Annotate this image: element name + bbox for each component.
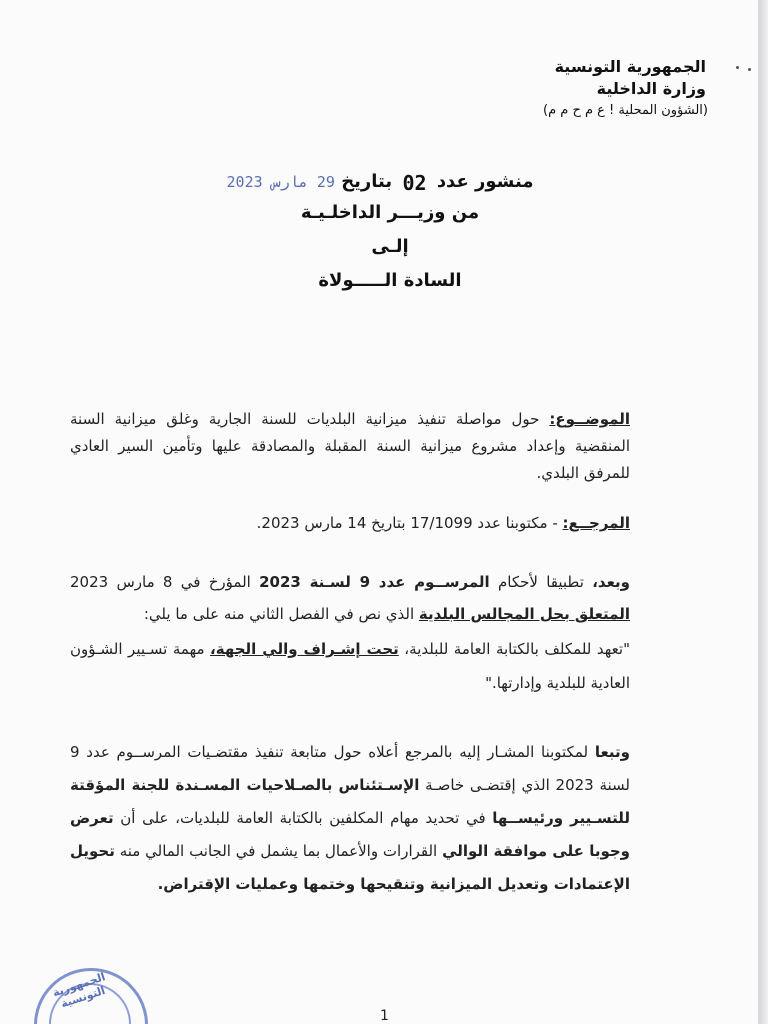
paragraph-text: تطبيقا لأحكام bbox=[489, 573, 593, 591]
reference-label: المرجــع: bbox=[562, 514, 630, 532]
paragraph-decree bbox=[70, 566, 630, 630]
circular-line bbox=[220, 168, 540, 195]
letterhead bbox=[428, 56, 708, 122]
paragraph-emphasis: الإسـتئناس بالصـلاحيات المسـندة للجنة المؤقتة للتسـيير ورئيســها bbox=[70, 776, 630, 827]
scan-speck bbox=[748, 68, 751, 71]
republic-title: الجمهورية التونسية bbox=[554, 57, 706, 76]
paragraph-text: لمكتوبنا المشـار إليه بالمرجع أعلاه حول متابعة تنفيذ مقتضـيات المرســوم عدد 9 لسنة 2023 الذي إقتضـى خاصـة bbox=[70, 743, 630, 794]
sender: من وزيـــر الداخلـيـة bbox=[300, 202, 480, 223]
circular-label: منشور عدد bbox=[436, 171, 534, 192]
paragraph-text: المؤرخ في 8 مارس 2023 bbox=[70, 573, 260, 591]
paragraph-emphasis: تعرض وجوبا على موافقة الوالي bbox=[70, 809, 630, 860]
quote-emphasis: تحت إشـراف والي الجهة، bbox=[210, 640, 399, 658]
circular-number: 02 bbox=[402, 171, 427, 195]
decree-reference: المرســوم عدد 9 لسـنة 2023 bbox=[259, 573, 490, 591]
subject-paragraph bbox=[70, 406, 630, 487]
subject-text: حول مواصلة تنفيذ ميزانية البلديات للسنة الجارية وغلق ميزانية السنة المنقضية وإعداد مشروع ميزانية السنة المقبلة والمصادقة عليها وتأمين السير العادي للمرفق البلدي. bbox=[70, 410, 630, 482]
paragraph-intro: وبعد، bbox=[592, 573, 630, 591]
paragraph-followup bbox=[70, 736, 630, 901]
date-label: بتاريخ bbox=[341, 171, 393, 192]
circular-date: 29 مارس 2023 bbox=[226, 173, 335, 191]
subject-label: الموضــوع: bbox=[549, 410, 630, 428]
paragraph-emphasis: تحويل الإعتمادات وتعديل الميزانية وتنقيحها وختمها وعمليات الإقتراض. bbox=[70, 842, 630, 893]
paragraph-text: في تحديد مهام المكلفين بالكتابة العامة للبلديات، على أن bbox=[113, 809, 493, 827]
stamp-text: الجمهورية التونسية bbox=[51, 970, 107, 1011]
page-number: 1 bbox=[380, 1008, 389, 1024]
quote-text: "تعهد للمكلف بالكتابة العامة للبلدية، bbox=[398, 640, 630, 658]
recipient: السادة الـــــولاة bbox=[318, 270, 462, 291]
paragraph-intro: وتبعا bbox=[594, 743, 630, 761]
ministry-title: وزارة الداخلية bbox=[596, 79, 706, 98]
reference-text: - مكتوبنا عدد 17/1099 بتاريخ 14 مارس 2023. bbox=[256, 514, 558, 532]
reference-paragraph bbox=[70, 510, 630, 537]
quote-text: مهمة تسـيير الشـؤون العادية للبلدية وإدارتها." bbox=[70, 640, 630, 692]
decree-subject: المتعلق بحل المجالس البلدية bbox=[418, 605, 630, 623]
quoted-article bbox=[70, 632, 630, 700]
to-label: إلـى bbox=[371, 236, 409, 257]
scan-speck bbox=[736, 66, 739, 69]
page-edge bbox=[758, 0, 768, 1024]
paragraph-text: القرارات والأعمال بما يشمل في الجانب المالي منه bbox=[114, 842, 443, 860]
paragraph-text: الذي نص في الفصل الثاني منه على ما يلي: bbox=[143, 605, 419, 623]
department-line: (الشؤون المحلية ! ع م ح م م) bbox=[543, 103, 708, 118]
